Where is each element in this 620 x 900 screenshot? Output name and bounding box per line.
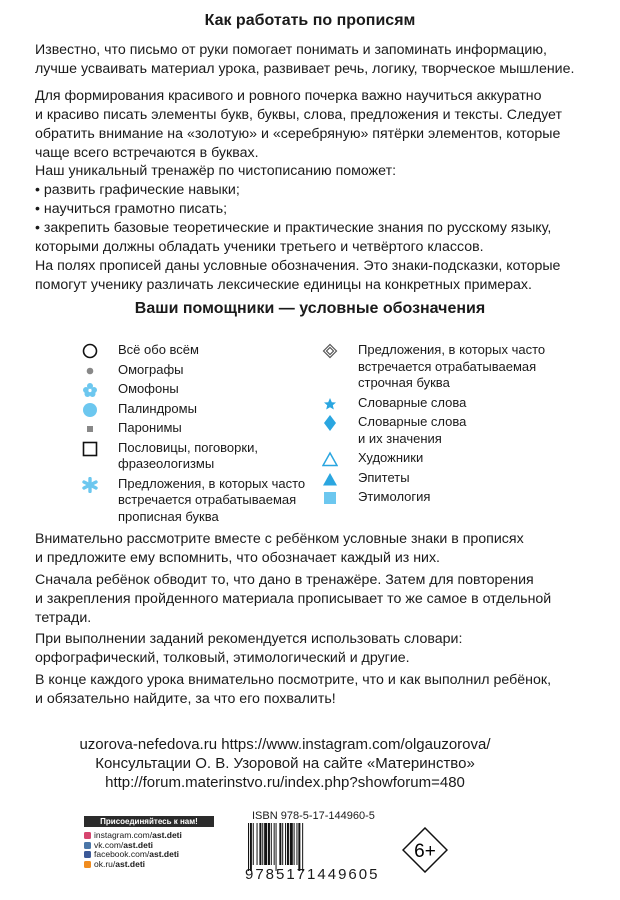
legend-item bbox=[318, 470, 545, 487]
page-title: Как работать по прописям bbox=[204, 12, 416, 29]
legend-label: Художники bbox=[358, 450, 424, 465]
triangle-outline-icon bbox=[322, 451, 338, 467]
blue-circle-icon bbox=[82, 402, 98, 418]
social-handle: ast.deti bbox=[149, 849, 180, 860]
text-line: орфографический, толковый, этимологический и другие. bbox=[35, 650, 410, 666]
barcode-bar bbox=[296, 823, 297, 865]
text-line: тетради. bbox=[35, 610, 92, 626]
legend-label: Омографы bbox=[118, 361, 184, 377]
text-line: помогут ученику различать лексические единицы на конкретных примерах. bbox=[35, 277, 532, 293]
url-line: Консультации О. В. Узоровой на сайте «Материнство» bbox=[95, 755, 475, 772]
legend-item bbox=[78, 401, 305, 418]
barcode-bar bbox=[285, 823, 286, 865]
square-outline-icon bbox=[82, 441, 98, 457]
text-line: • развить графические навыки; bbox=[35, 182, 240, 198]
legend-item bbox=[318, 450, 545, 467]
legend-item bbox=[318, 489, 545, 506]
legend-title: Ваши помощники — условные обозначения bbox=[134, 300, 486, 317]
barcode-bar bbox=[294, 823, 295, 865]
barcode-bar bbox=[257, 823, 258, 865]
nested-diamond-icon bbox=[322, 343, 338, 359]
legend-label: Предложения, в которых часто bbox=[358, 342, 546, 357]
paragraph bbox=[35, 630, 595, 668]
text-line: При выполнении заданий рекомендуется использовать словари: bbox=[35, 631, 463, 647]
barcode-bar bbox=[264, 823, 267, 865]
barcode-bar bbox=[268, 823, 270, 865]
age-rating-badge bbox=[402, 827, 448, 873]
text-line: обратить внимание на «золотую» и «серебряную» пятёрки элементов, которые bbox=[35, 126, 561, 142]
legend-label: прописная буква bbox=[118, 508, 219, 524]
legend-item bbox=[318, 342, 545, 392]
legend-left bbox=[78, 342, 305, 528]
barcode-bar bbox=[262, 823, 263, 865]
social-links bbox=[84, 831, 182, 869]
barcode-bar bbox=[250, 823, 252, 871]
gray-square-icon bbox=[82, 421, 98, 437]
text-line: В конце каждого урока внимательно посмотрите, что и как выполнил ребёнок, bbox=[35, 672, 552, 688]
social-handle: ast.deti bbox=[152, 830, 182, 840]
paragraph bbox=[35, 162, 595, 257]
legend-label: строчная буква bbox=[358, 375, 450, 390]
legend-item bbox=[78, 342, 305, 359]
text-line: и предложите ему вспомнить, что обозначает каждый из них. bbox=[35, 550, 441, 566]
barcode-bar bbox=[274, 823, 275, 865]
barcode-bar bbox=[253, 823, 254, 865]
legend-label: фразеологизмы bbox=[118, 456, 215, 471]
paragraph bbox=[35, 87, 595, 163]
text-line: и закрепления пройденного материала прописывает то же самое в отдельной bbox=[35, 591, 552, 607]
asterisk-icon bbox=[82, 477, 98, 493]
triangle-icon bbox=[322, 471, 338, 487]
legend-label: и их значения bbox=[358, 430, 442, 446]
social-domain: instagram.com/ bbox=[94, 830, 153, 840]
legend-label: Всё обо всём bbox=[118, 342, 199, 357]
legend-label: Палиндромы bbox=[118, 400, 197, 416]
social-domain: ok.ru/ bbox=[94, 858, 116, 869]
text-line: и обязательно найдите, за что его похвалить! bbox=[35, 691, 336, 707]
legend-label: Предложения, в которых часто bbox=[118, 475, 306, 491]
legend-right bbox=[318, 342, 545, 509]
social-domain: facebook.com/ bbox=[94, 849, 150, 860]
age-rating: 6+ bbox=[414, 841, 436, 862]
text-line: Наш уникальный тренажёр по чистописанию поможет: bbox=[35, 163, 397, 179]
barcode-bar bbox=[298, 823, 300, 871]
text-line: Сначала ребёнок обводит то, что дано в тренажёре. Затем для повторения bbox=[35, 572, 534, 588]
legend-item bbox=[78, 381, 305, 398]
social-domain: vk.com/ bbox=[94, 839, 124, 850]
legend-item bbox=[78, 440, 305, 473]
legend-label: Словарные слова bbox=[358, 394, 467, 410]
text-line: которыми должны обладать ученики третьего и четвёртого классов. bbox=[35, 239, 484, 255]
legend-label: Паронимы bbox=[118, 420, 182, 435]
legend-item bbox=[78, 476, 305, 526]
social-icon bbox=[84, 832, 91, 839]
legend-label: Пословицы, поговорки, bbox=[118, 439, 258, 455]
paragraph bbox=[35, 257, 595, 295]
join-banner: Присоединяйтесь к нам! bbox=[84, 816, 214, 827]
star-icon bbox=[322, 396, 338, 412]
blue-square-icon bbox=[322, 490, 338, 506]
paragraph bbox=[35, 671, 595, 709]
text-line: • научиться грамотно писать; bbox=[35, 201, 228, 217]
text-line: Внимательно рассмотрите вместе с ребёнком условные знаки в прописях bbox=[35, 531, 524, 547]
barcode-bar bbox=[271, 823, 272, 865]
barcode-bar bbox=[287, 823, 289, 865]
barcode-bar bbox=[259, 823, 261, 865]
social-handle: ast.deti bbox=[115, 858, 146, 869]
barcode-number: 9785171449605 bbox=[245, 866, 380, 883]
legend-item bbox=[318, 395, 545, 412]
social-handle: ast.deti bbox=[123, 839, 154, 850]
social-link[interactable] bbox=[84, 860, 182, 870]
paragraph bbox=[35, 41, 595, 79]
paragraph bbox=[35, 530, 595, 568]
text-line: и красиво писать элементы букв, буквы, слова, предложения и тексты. Следует bbox=[35, 107, 562, 123]
social-icon bbox=[84, 851, 91, 858]
url-line[interactable]: http://forum.materinstvo.ru/index.php?showforum=480 bbox=[105, 774, 465, 791]
diamond-icon bbox=[322, 415, 338, 431]
url-line[interactable]: uzorova-nefedova.ru https://www.instagram.com/olgauzorova/ bbox=[79, 736, 491, 753]
legend-item bbox=[318, 414, 545, 447]
text-line: На полях прописей даны условные обозначения. Это знаки-подсказки, которые bbox=[35, 258, 561, 274]
circle-outline-icon bbox=[82, 343, 98, 359]
legend-label: Этимология bbox=[358, 489, 431, 504]
barcode-bar bbox=[302, 823, 303, 871]
barcode-bar bbox=[279, 823, 281, 865]
text-line: • закрепить базовые теоретические и практические знания по русскому языку, bbox=[35, 220, 552, 236]
barcode-bar bbox=[276, 823, 277, 871]
text-line: чаще всего встречаются в буквах. bbox=[35, 145, 259, 161]
legend-label: встречается отрабатываемая bbox=[358, 358, 537, 374]
text-line: лучше усваивать материал урока, развивает речь, логику, творческое мышление. bbox=[35, 61, 575, 77]
text-line: Для формирования красивого и ровного почерка важно научиться аккуратно bbox=[35, 88, 542, 104]
social-icon bbox=[84, 861, 91, 868]
gray-dot-icon bbox=[82, 363, 98, 379]
barcode-bar bbox=[248, 823, 249, 871]
flower-icon bbox=[82, 382, 98, 398]
legend-label: Эпитеты bbox=[358, 469, 410, 485]
isbn: ISBN 978-5-17-144960-5 bbox=[252, 810, 375, 822]
legend-item bbox=[78, 420, 305, 437]
legend-label: встречается отрабатываемая bbox=[118, 492, 297, 507]
barcode bbox=[248, 823, 306, 871]
urls bbox=[0, 735, 570, 792]
legend-label: Словарные слова bbox=[358, 414, 467, 429]
barcode-bar bbox=[282, 823, 283, 865]
legend-item bbox=[78, 362, 305, 379]
barcode-bar bbox=[290, 823, 293, 865]
paragraph bbox=[35, 571, 595, 628]
legend-label: Омофоны bbox=[118, 381, 179, 396]
social-icon bbox=[84, 842, 91, 849]
text-line: Известно, что письмо от руки помогает понимать и запоминать информацию, bbox=[35, 42, 547, 58]
